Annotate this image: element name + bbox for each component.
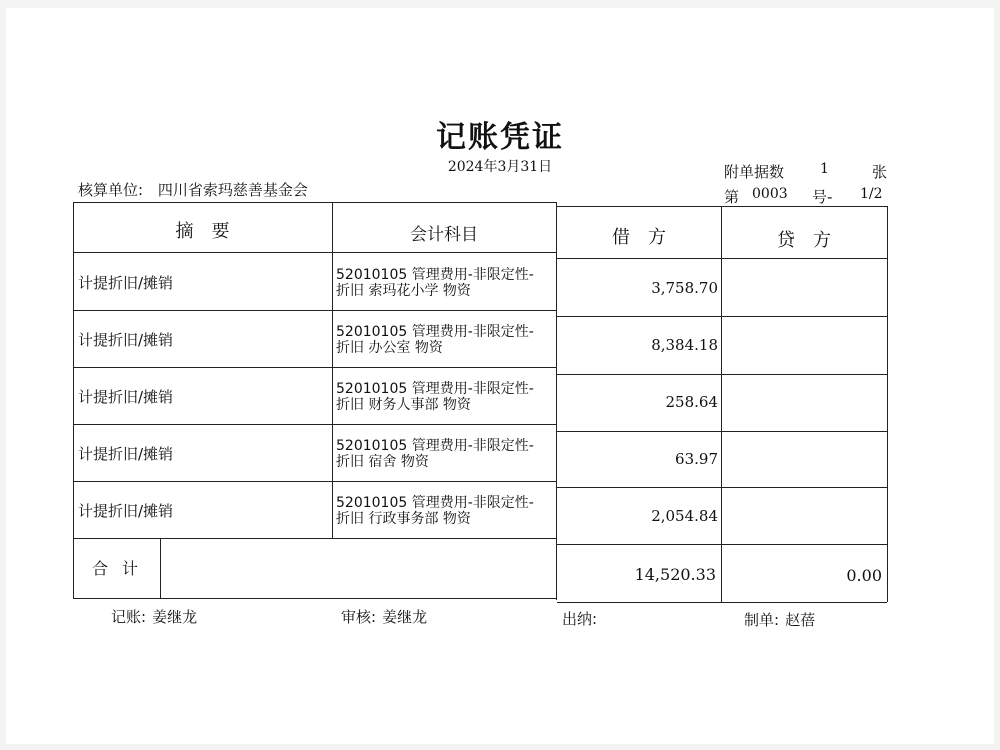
header-summary: 摘 要 [175,221,230,242]
cashier-label: 出纳: [562,610,598,628]
preparer-label: 制单: [744,611,780,629]
table-border-bottom-right [557,602,887,603]
preparer-signature [744,609,815,630]
row-divider [557,316,887,317]
row-account [336,438,556,470]
row-divider [557,374,887,375]
row-account-line1: 52010105 管理费用-非限定性- [336,324,534,340]
header-divider-right [557,258,887,259]
row-account-line2: 折旧 索玛花小学 物资 [336,283,471,299]
voucher-title: 记账凭证 [436,120,564,155]
row-summary: 计提折旧/摊销 [78,274,174,292]
total-debit: 14,520.33 [634,565,716,584]
total-label: 合计 [92,559,153,578]
row-divider [557,431,887,432]
voucher-date: 2024年3月31日 [447,159,553,175]
row-divider [73,367,557,368]
column-divider-account [556,202,557,600]
row-divider [73,310,557,311]
reviewer-label: 审核: [341,608,377,626]
row-divider [73,481,557,482]
row-account [336,324,556,356]
reviewer-name: 姜继龙 [382,608,428,626]
row-account-line2: 折旧 办公室 物资 [336,340,443,356]
row-divider [73,538,557,539]
attachments-info [724,161,889,182]
preparer-name: 赵蓓 [785,611,816,629]
row-account-line1: 52010105 管理费用-非限定性- [336,267,534,283]
number-value: 0003 [752,186,788,202]
table-border-top-left [73,202,557,203]
row-account-line2: 折旧 宿舍 物资 [336,454,429,470]
number-suffix: 号- [812,188,833,206]
row-account [336,267,556,299]
row-divider [557,544,887,545]
row-account-line1: 52010105 管理费用-非限定性- [336,495,534,511]
header-account: 会计科目 [410,225,478,245]
row-summary: 计提折旧/摊销 [78,502,174,520]
attachments-label: 附单据数 [724,163,785,181]
row-debit-amount: 3,758.70 [651,279,718,297]
accounting-unit [78,179,308,200]
row-account-line1: 52010105 管理费用-非限定性- [336,381,534,397]
row-summary: 计提折旧/摊销 [78,388,174,406]
row-divider [557,487,887,488]
row-debit-amount: 258.64 [665,393,718,411]
row-account-line2: 折旧 行政事务部 物资 [336,511,471,527]
table-border-left [73,202,74,598]
table-border-right [887,206,888,602]
row-summary: 计提折旧/摊销 [78,331,174,349]
row-account-line2: 折旧 财务人事部 物资 [336,397,471,413]
bookkeeper-signature [111,606,197,627]
row-debit-amount: 2,054.84 [651,507,718,525]
row-debit-amount: 63.97 [675,450,718,468]
table-border-bottom-left [73,598,557,599]
row-summary: 计提折旧/摊销 [78,445,174,463]
column-divider-debit [721,206,722,602]
attachments-count: 1 [820,161,829,177]
bookkeeper-name: 姜继龙 [152,608,198,626]
accounting-unit-label: 核算单位: [78,181,144,199]
reviewer-signature [341,606,427,627]
row-debit-amount: 8,384.18 [651,336,718,354]
column-divider-summary [332,202,333,538]
header-divider-left [73,252,557,253]
table-border-top-right [557,206,887,207]
header-debit: 借 方 [612,227,666,248]
header-credit: 贷 方 [777,230,831,251]
cashier-signature [562,608,603,629]
total-label-divider [160,538,161,598]
row-account [336,495,556,527]
accounting-unit-name: 四川省索玛慈善基金会 [157,181,308,199]
row-account-line1: 52010105 管理费用-非限定性- [336,438,534,454]
voucher-number [724,186,889,207]
total-credit: 0.00 [846,566,882,585]
page-indicator: 1/2 [860,186,883,202]
bookkeeper-label: 记账: [111,608,147,626]
attachments-unit: 张 [872,163,888,181]
number-prefix: 第 [724,188,740,206]
row-divider [73,424,557,425]
row-account [336,381,556,413]
